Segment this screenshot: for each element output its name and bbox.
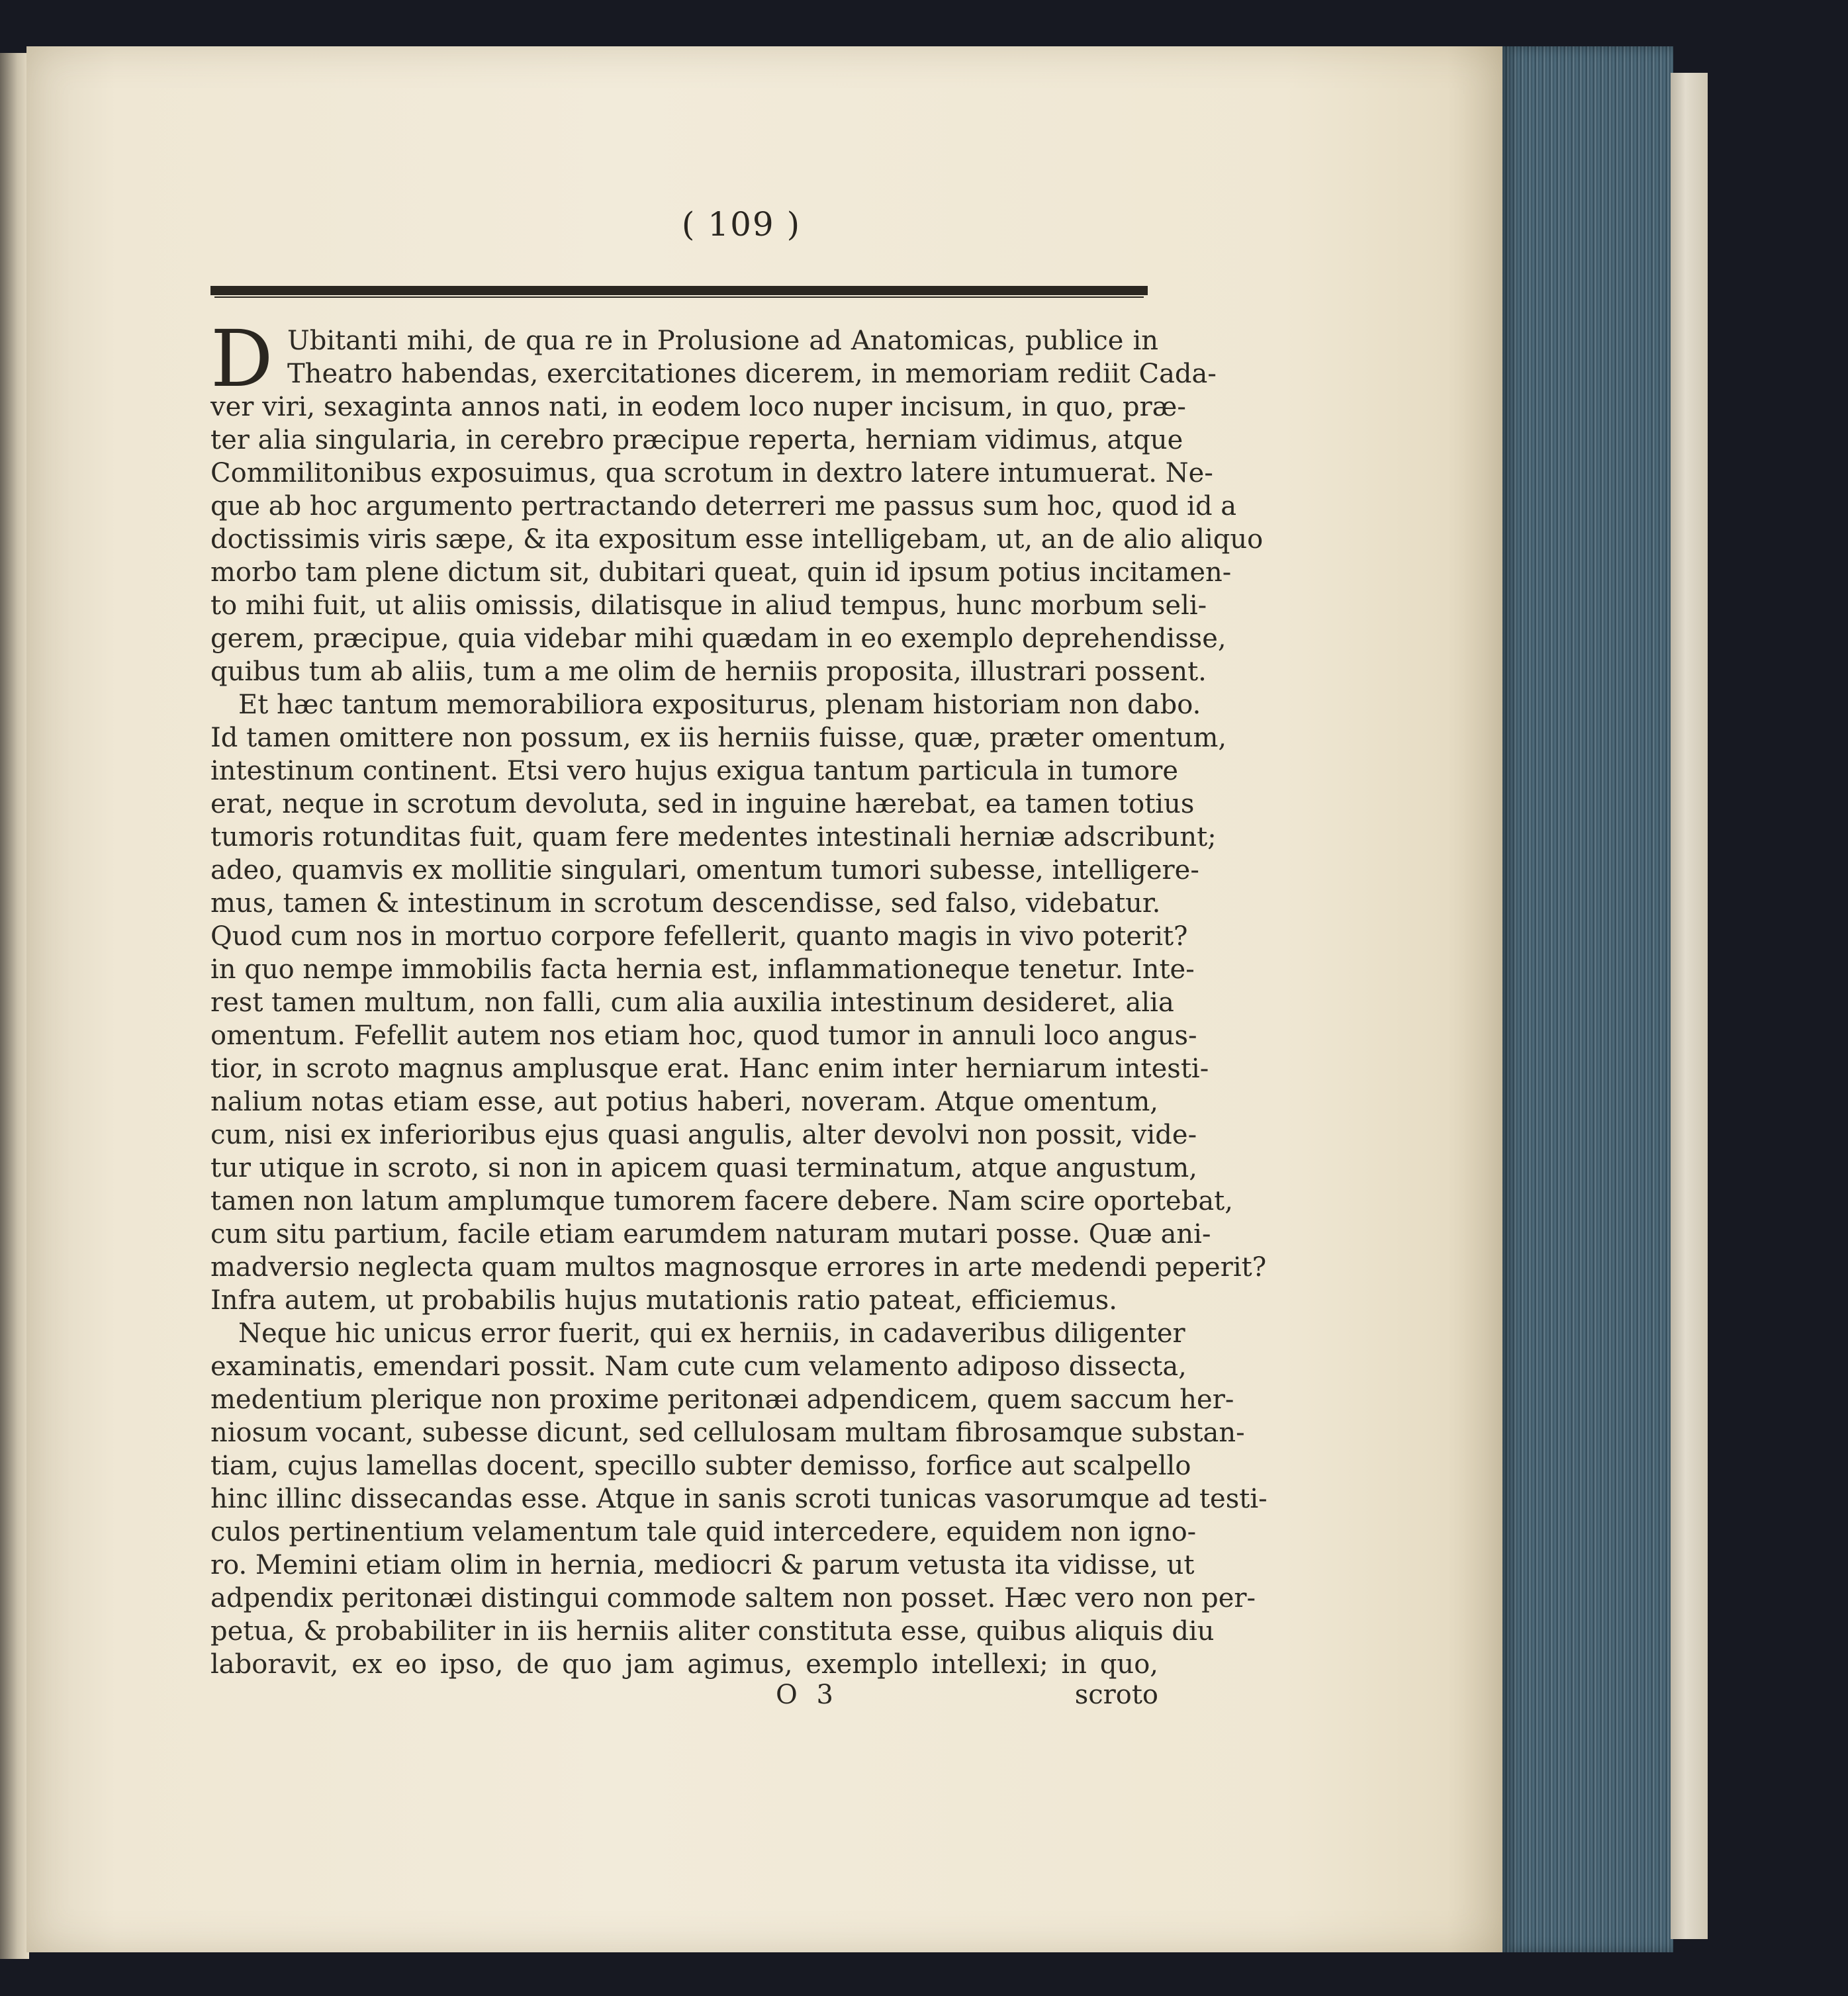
text-line: tiam, cujus lamellas docent, specillo subter demisso, forfice aut scalpello xyxy=(210,1451,1191,1481)
previous-page-edge xyxy=(0,53,29,1959)
drop-cap: D xyxy=(210,313,273,404)
text-line: hinc illinc dissecandas esse. Atque in sanis scroti tunicas vasorumque ad testi- xyxy=(210,1484,1268,1514)
text-line: to mihi fuit, ut aliis omissis, dilatisque in aliud tempus, hunc morbum seli- xyxy=(210,590,1207,621)
text-line: adeo, quamvis ex mollitie singulari, omentum tumori subesse, intelligere- xyxy=(210,855,1199,885)
page-number: ( 109 ) xyxy=(681,205,802,244)
text-line: intestinum continent. Etsi vero hujus exigua tantum particula in tumore xyxy=(210,756,1179,786)
text-line: ver viri, sexaginta annos nati, in eodem loco nuper incisum, in quo, præ- xyxy=(210,392,1186,422)
text-line: ro. Memini etiam olim in hernia, mediocri & parum vetusta ita vidisse, ut xyxy=(210,1550,1195,1580)
book-page xyxy=(26,46,1506,1952)
text-line: Quod cum nos in mortuo corpore fefellerit, quanto magis in vivo poterit? xyxy=(210,921,1188,952)
text-line: gerem, præcipue, quia videbar mihi quædam in eo exemplo deprehendisse, xyxy=(210,623,1226,654)
body-text xyxy=(210,313,1268,1681)
text-line: niosum vocant, subesse dicunt, sed cellulosam multam fibrosamque substan- xyxy=(210,1418,1245,1448)
text-line: Neque hic unicus error fuerit, qui ex herniis, in cadaveribus diligenter xyxy=(238,1318,1185,1349)
text-line: Ubitanti mihi, de qua re in Prolusione ad Anatomicas, publice in xyxy=(287,326,1158,356)
text-line: morbo tam plene dictum sit, dubitari queat, quin id ipsum potius incitamen- xyxy=(210,557,1232,588)
text-line: ter alia singularia, in cerebro præcipue reperta, herniam vidimus, atque xyxy=(210,425,1183,455)
text-line: cum situ partium, facile etiam earumdem naturam mutari posse. Quæ ani- xyxy=(210,1219,1211,1249)
book-page-edges xyxy=(1502,46,1673,1952)
text-line: Theatro habendas, exercitationes dicerem, in memoriam rediit Cada- xyxy=(287,359,1217,389)
text-line: Commilitonibus exposuimus, qua scrotum in dextro latere intumuerat. Ne- xyxy=(210,458,1213,488)
text-line: tumoris rotunditas fuit, quam fere medentes intestinali herniæ adscribunt; xyxy=(210,822,1217,852)
text-line: rest tamen multum, non falli, cum alia auxilia intestinum desideret, alia xyxy=(210,987,1174,1018)
text-line: tior, in scroto magnus amplusque erat. Hanc enim inter herniarum intesti- xyxy=(210,1054,1209,1084)
text-line: laboravit, ex eo ipso, de quo jam agimus, exemplo intellexi; in quo, xyxy=(210,1649,1158,1680)
text-line: Id tamen omittere non possum, ex iis herniis fuisse, quæ, præter omentum, xyxy=(210,723,1227,753)
text-line: medentium plerique non proxime peritonæi adpendicem, quem saccum her- xyxy=(210,1384,1234,1415)
text-line: culos pertinentium velamentum tale quid intercedere, equidem non igno- xyxy=(210,1517,1197,1547)
text-line: doctissimis viris sæpe, & ita expositum esse intelligebam, ut, an de alio aliquo xyxy=(210,524,1264,555)
text-line: Et hæc tantum memorabiliora expositurus, plenam historiam non dabo. xyxy=(238,690,1201,720)
page-footer xyxy=(210,1680,1158,1713)
header-rule xyxy=(210,286,1148,295)
text-line: nalium notas etiam esse, aut potius haberi, noveram. Atque omentum, xyxy=(210,1087,1158,1117)
catchword: scroto xyxy=(1074,1680,1158,1710)
book-cover-edge xyxy=(1671,73,1708,1939)
text-line: omentum. Fefellit autem nos etiam hoc, quod tumor in annuli loco angus- xyxy=(210,1021,1197,1051)
text-line: Infra autem, ut probabilis hujus mutationis ratio pateat, efficiemus. xyxy=(210,1285,1117,1316)
signature-mark: O 3 xyxy=(776,1680,839,1710)
text-line: petua, & probabiliter in iis herniis aliter constituta esse, quibus aliquis diu xyxy=(210,1616,1215,1647)
text-line: in quo nempe immobilis facta hernia est, inflammationeque tenetur. Inte- xyxy=(210,954,1195,985)
text-line: quibus tum ab aliis, tum a me olim de herniis proposita, illustrari possent. xyxy=(210,657,1207,687)
text-line: que ab hoc argumento pertractando deterreri me passus sum hoc, quod id a xyxy=(210,491,1237,522)
text-line: adpendix peritonæi distingui commode saltem non posset. Hæc vero non per- xyxy=(210,1583,1256,1613)
text-line: madversio neglecta quam multos magnosque errores in arte medendi peperit? xyxy=(210,1252,1267,1283)
text-line: tamen non latum amplumque tumorem facere debere. Nam scire oportebat, xyxy=(210,1186,1233,1216)
text-line: tur utique in scroto, si non in apicem quasi terminatum, atque angustum, xyxy=(210,1153,1197,1183)
text-line: examinatis, emendari possit. Nam cute cum velamento adiposo dissecta, xyxy=(210,1351,1187,1382)
text-line: erat, neque in scrotum devoluta, sed in inguine hærebat, ea tamen totius xyxy=(210,789,1195,819)
text-line: mus, tamen & intestinum in scrotum descendisse, sed falso, videbatur. xyxy=(210,888,1161,919)
text-line: cum, nisi ex inferioribus ejus quasi angulis, alter devolvi non possit, vide- xyxy=(210,1120,1197,1150)
